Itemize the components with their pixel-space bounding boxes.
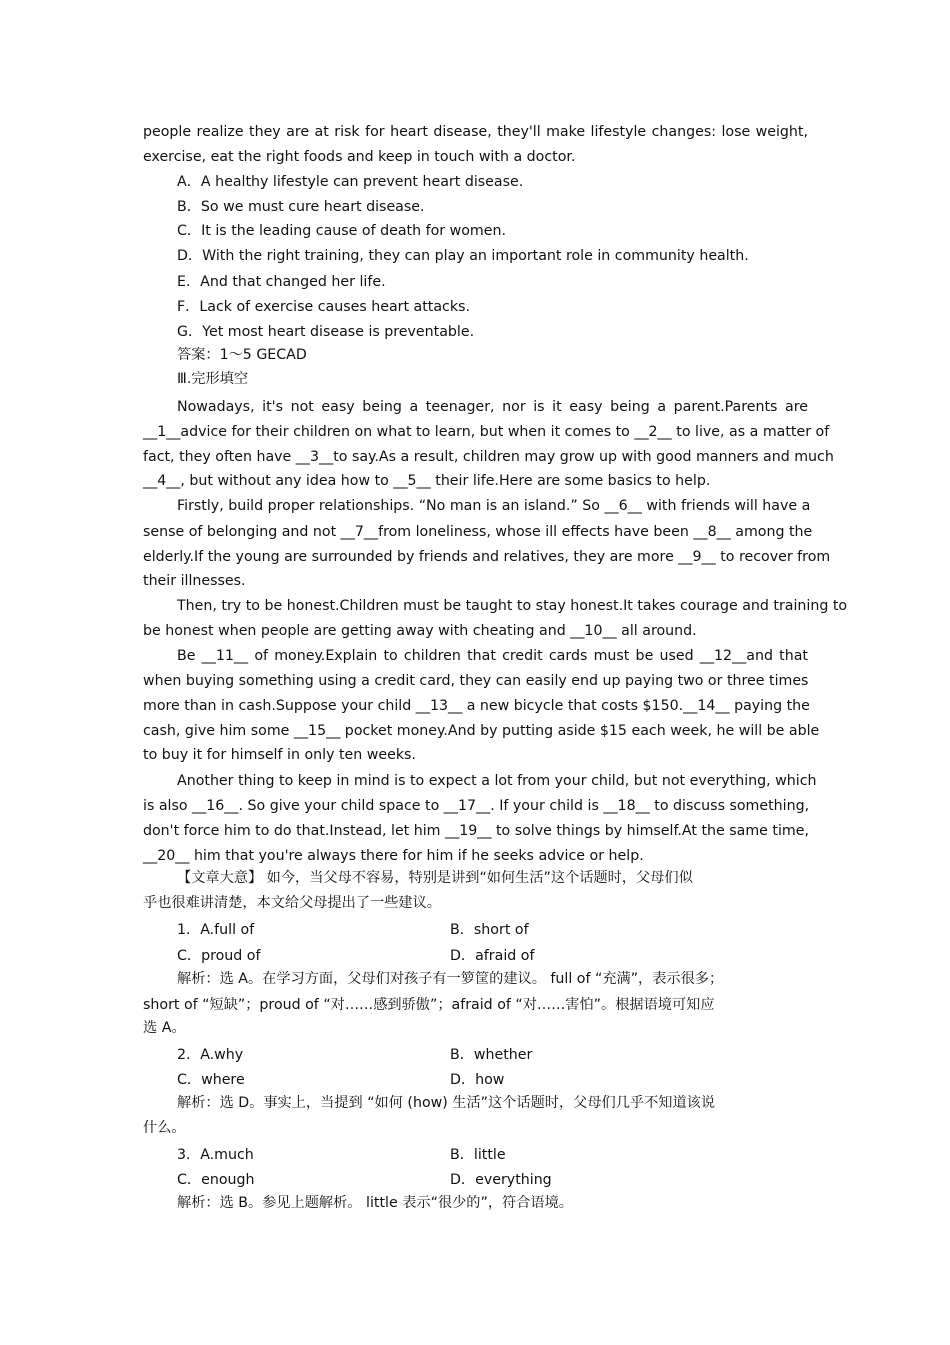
passage-line: __1__advice for their children on what to learn, but when it comes to __2__ to live, as a matter of xyxy=(143,424,830,440)
passage-line: elderly.If the young are surrounded by friends and relatives, they are more __9__ to recover from xyxy=(143,549,831,565)
passage-line: sense of belonging and not __7__from loneliness, whose ill effects have been __8__ among the xyxy=(143,524,813,540)
summary-line: 乎也很难讲清楚，本文给父母提出了一些建议。 xyxy=(143,895,441,911)
text-line: people realize they are at risk for heart disease, they'll make lifestyle changes: lose weight, xyxy=(143,124,808,140)
option-b: B．So we must cure heart disease. xyxy=(177,199,425,215)
question-3-option-a: 3．A.much xyxy=(177,1147,254,1163)
passage-line: when buying something using a credit card, they can easily end up paying two or three times xyxy=(143,673,809,689)
answer-line: 答案：1～5 GECAD xyxy=(177,347,307,363)
passage-line: __20__ him that you're always there for him if he seeks advice or help. xyxy=(143,848,644,864)
question-3-option-c: C．enough xyxy=(177,1172,255,1188)
text-line: exercise, eat the right foods and keep in touch with a doctor. xyxy=(143,149,576,165)
summary-line: 【文章大意】 如今，当父母不容易，特别是讲到“如何生活”这个话题时，父母们似 xyxy=(177,870,693,886)
option-f: F．Lack of exercise causes heart attacks. xyxy=(177,299,470,315)
passage-line: is also __16__. So give your child space to __17__. If your child is __18__ to discuss something, xyxy=(143,798,810,814)
option-g: G．Yet most heart disease is preventable. xyxy=(177,324,475,340)
option-a: A．A healthy lifestyle can prevent heart disease. xyxy=(177,174,524,190)
passage-line: Then, try to be honest.Children must be taught to stay honest.It takes courage and training to xyxy=(177,598,848,614)
option-c: C．It is the leading cause of death for women. xyxy=(177,223,506,239)
passage-line: don't force him to do that.Instead, let him __19__ to solve things by himself.At the same time, xyxy=(143,823,809,839)
question-2-option-d: D．how xyxy=(450,1072,505,1088)
passage-line: Another thing to keep in mind is to expect a lot from your child, but not everything, which xyxy=(177,773,817,789)
passage-line: be honest when people are getting away with cheating and __10__ all around. xyxy=(143,623,697,639)
question-2-option-a: 2．A.why xyxy=(177,1047,244,1063)
question-3-option-d: D．everything xyxy=(450,1172,552,1188)
passage-line: to buy it for himself in only ten weeks. xyxy=(143,747,416,763)
passage-line: fact, they often have __3__to say.As a result, children may grow up with good manners and much xyxy=(143,449,834,465)
explanation-line: 解析：选 B。参见上题解析。 little 表示“很少的”，符合语境。 xyxy=(177,1195,573,1211)
passage-line: Nowadays, it's not easy being a teenager, nor is it easy being a parent.Parents are xyxy=(177,399,808,415)
explanation-line: 选 A。 xyxy=(143,1020,186,1036)
passage-line: Firstly, build proper relationships. “No man is an island.” So __6__ with friends will have a xyxy=(177,498,811,514)
explanation-line: 解析：选 A。在学习方面，父母们对孩子有一箩筐的建议。 full of “充满”，表示很多； xyxy=(177,971,724,987)
question-1-option-d: D．afraid of xyxy=(450,948,535,964)
explanation-line: 什么。 xyxy=(143,1120,186,1136)
passage-line: cash, give him some __15__ pocket money.And by putting aside $15 each week, he will be able xyxy=(143,723,820,739)
question-3-option-b: B．little xyxy=(450,1147,506,1163)
passage-line: more than in cash.Suppose your child __13__ a new bicycle that costs $150.__14__ paying the xyxy=(143,698,810,714)
passage-line: Be __11__ of money.Explain to children that credit cards must be used __12__and that xyxy=(177,648,808,664)
passage-line: __4__, but without any idea how to __5__ their life.Here are some basics to help. xyxy=(143,473,711,489)
option-d: D．With the right training, they can play an important role in community health. xyxy=(177,248,749,264)
question-1-option-b: B．short of xyxy=(450,922,529,938)
question-1-option-c: C．proud of xyxy=(177,948,261,964)
explanation-line: short of “短缺”；proud of “对……感到骄傲”；afraid of “对……害怕”。根据语境可知应 xyxy=(143,997,715,1013)
question-2-option-c: C．where xyxy=(177,1072,245,1088)
explanation-line: 解析：选 D。事实上，当提到 “如何 (how) 生活”这个话题时，父母们几乎不知道该说 xyxy=(177,1095,716,1111)
passage-line: their illnesses. xyxy=(143,573,246,589)
question-2-option-b: B．whether xyxy=(450,1047,533,1063)
section-heading: Ⅲ.完形填空 xyxy=(177,371,249,387)
question-1-option-a: 1．A.full of xyxy=(177,922,255,938)
option-e: E．And that changed her life. xyxy=(177,274,386,290)
